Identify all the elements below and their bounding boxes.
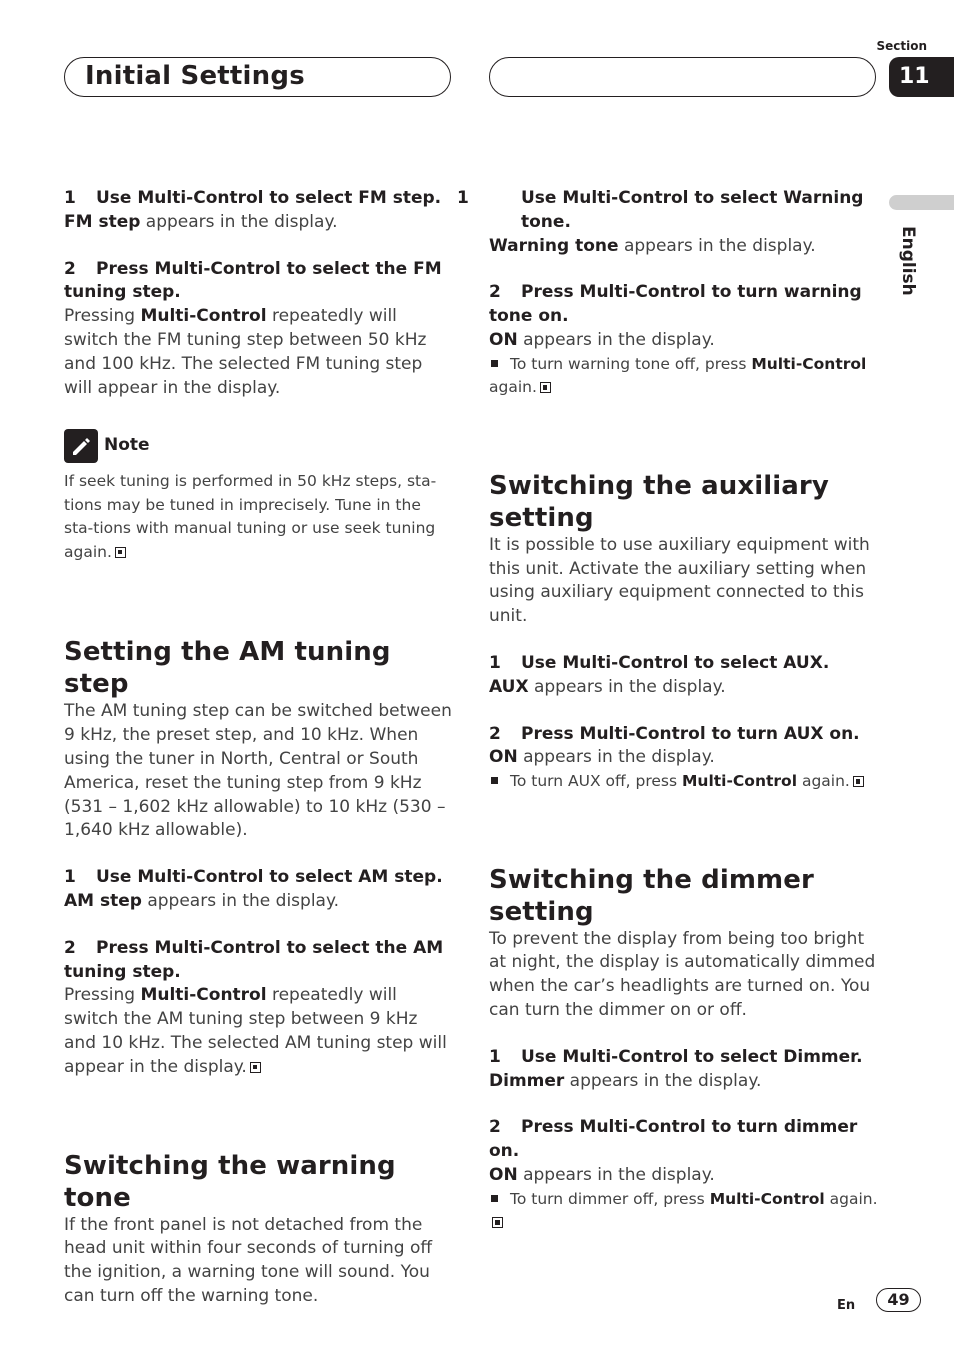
am-step-1: 1 Use Multi-Control to select AM step. — [64, 867, 443, 888]
wt-bullet: To turn warning tone off, press Multi-Control again. — [489, 354, 867, 397]
wt-step-2-desc: ON appears in the display. — [489, 329, 715, 350]
bullet-icon — [491, 360, 498, 367]
dim-step-1: 1 Use Multi-Control to select Dimmer. — [489, 1046, 863, 1067]
am-step-1-desc: AM step appears in the display. — [64, 890, 340, 911]
wt-step-1: 1 Use Multi-Control to select Warning tone. — [457, 188, 864, 232]
bullet-icon — [491, 777, 498, 784]
page-title: Initial Settings — [85, 61, 305, 91]
aux-step-2: 2 Press Multi-Control to turn AUX on. — [489, 723, 860, 744]
section-number: 11 — [889, 57, 954, 97]
dim-step-2: 2 Press Multi-Control to turn dimmer on. — [489, 1117, 858, 1162]
end-mark-icon — [115, 547, 126, 558]
dim-step-2-desc: ON appears in the display. — [489, 1165, 715, 1186]
aux-intro: It is possible to use auxiliary equipment with this unit. Activate the auxiliary setting when using auxiliary equipment connected to this unit. — [489, 534, 870, 627]
end-mark-icon — [853, 776, 864, 787]
dimmer-heading: Switching the dimmer setting — [489, 864, 814, 927]
page-number: 49 — [876, 1288, 921, 1312]
aux-step-1: 1 Use Multi-Control to select AUX. — [489, 652, 830, 673]
fm-step-1: 1 Use Multi-Control to select FM step. — [64, 188, 442, 208]
end-mark-icon — [250, 1062, 261, 1073]
left-column — [64, 187, 454, 1309]
aux-step-2-desc: ON appears in the display. — [489, 747, 715, 768]
wt-step-1-desc: Warning tone appears in the display. — [489, 235, 816, 256]
note-label: Note — [104, 435, 150, 456]
language-tab — [889, 195, 954, 210]
am-tuning-intro: The AM tuning step can be switched between 9 kHz, the preset step, and 10 kHz. When using the tuner in North, Central or South America, reset the tuning step from 9 kHz (531 – 1,602 kHz allowable) to 10 kHz (530 – 1,640 kHz allowable). — [64, 701, 452, 841]
am-step-2: 2 Press Multi-Control to select the AM tuning step. — [64, 937, 444, 982]
aux-bullet: To turn AUX off, press Multi-Control again. — [489, 770, 879, 794]
dim-step-1-desc: Dimmer appears in the display. — [489, 1070, 762, 1091]
warning-tone-heading: Switching the warning tone — [64, 1150, 396, 1213]
header-title-box — [64, 57, 451, 97]
header-empty-box — [489, 57, 876, 97]
am-tuning-heading: Setting the AM tuning step — [64, 637, 391, 700]
fm-step-2-desc: Pressing Multi-Control repeatedly will switch the FM tuning step between 50 kHz and 100 kHz. The selected FM tuning step will appear in the display. — [64, 306, 427, 398]
fm-step-2: 2 Press Multi-Control to select the FM tuning step. — [64, 258, 442, 303]
section-label: Section — [876, 39, 927, 53]
note-text: If seek tuning is performed in 50 kHz steps, sta-tions may be tuned in imprecisely. Tune in the sta-tions with manual tuning or use seek tuning again. — [64, 472, 437, 561]
footer-language: En — [837, 1298, 856, 1313]
aux-step-1-desc: AUX appears in the display. — [489, 676, 726, 697]
note-header — [64, 428, 454, 464]
dimmer-intro: To prevent the display from being too bright at night, the display is automatically dimmed when the car’s headlights are turned on. You can turn the dimmer on or off. — [489, 928, 876, 1021]
bullet-icon — [491, 1195, 498, 1202]
language-label: English — [898, 226, 918, 296]
am-step-2-desc: Pressing Multi-Control repeatedly will switch the AM tuning step between 9 kHz and 10 kHz. The selected AM tuning step will appear in the display. — [64, 985, 447, 1077]
dim-bullet: To turn dimmer off, press Multi-Control again. — [489, 1188, 879, 1235]
end-mark-icon — [492, 1217, 503, 1228]
pencil-note-icon — [64, 429, 98, 463]
wt-step-2: 2 Press Multi-Control to turn warning tone on. — [489, 282, 862, 327]
fm-step-1-desc: FM step appears in the display. — [64, 211, 338, 232]
right-column — [457, 187, 879, 1235]
end-mark-icon — [540, 382, 551, 393]
warning-tone-intro: If the front panel is not detached from the head unit within four seconds of turning off the ignition, a warning tone will sound. You can turn off the warning tone. — [64, 1214, 433, 1306]
aux-heading: Switching the auxiliary setting — [489, 470, 829, 533]
